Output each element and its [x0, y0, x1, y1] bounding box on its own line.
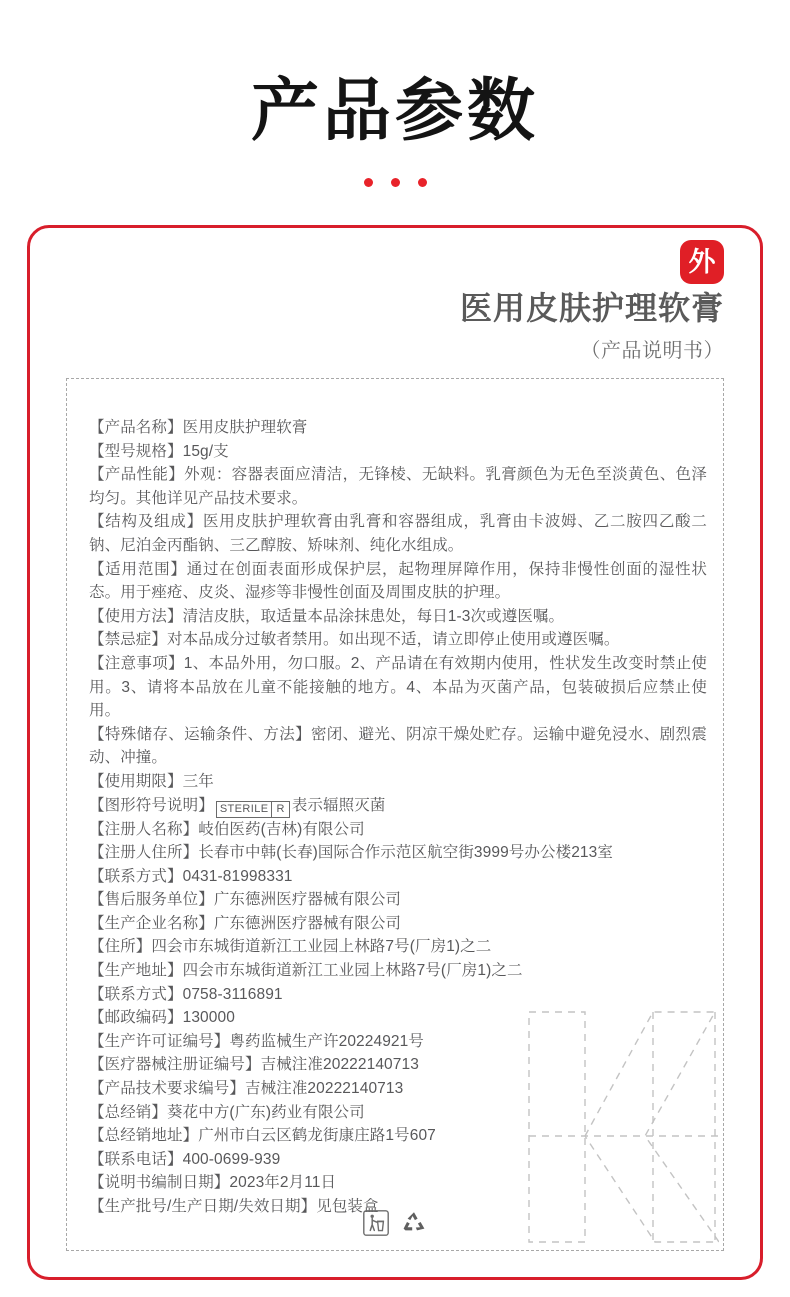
spec-row	[89, 959, 707, 983]
specification-panel	[66, 378, 724, 1251]
card-header	[30, 228, 760, 376]
spec-value: 见包装盒	[316, 1198, 379, 1215]
spec-value: 吉械注准20222140713	[260, 1056, 419, 1074]
spec-row	[89, 1124, 707, 1148]
spec-row	[89, 1171, 707, 1195]
spec-row	[89, 1030, 707, 1054]
recycle-icon	[401, 1210, 427, 1236]
spec-row	[89, 770, 707, 794]
spec-label: 【产品名称】	[89, 419, 183, 436]
spec-label: 【生产批号/生产日期/失效日期】	[89, 1198, 317, 1215]
spec-label: 【总经销】	[89, 1103, 168, 1121]
spec-label: 【产品性能】	[89, 466, 185, 484]
spec-label: 【产品技术要求编号】	[89, 1080, 246, 1098]
spec-row	[89, 628, 707, 652]
spec-label: 【生产许可证编号】	[89, 1032, 230, 1050]
spec-row	[89, 723, 707, 770]
spec-row	[89, 865, 707, 889]
spec-row	[89, 1148, 707, 1172]
footer-icons	[67, 1210, 723, 1236]
spec-value: 吉械注准20222140713	[245, 1080, 404, 1098]
spec-value: 医用皮肤护理软膏	[182, 419, 308, 436]
spec-value: 密闭、避光、阴凉干燥处贮存。运输中避免浸水、剧烈震动、冲撞。	[89, 725, 707, 767]
spec-row	[89, 463, 707, 510]
decorative-dots	[0, 178, 790, 187]
sterile-symbol-method: R	[272, 801, 289, 818]
spec-label: 【使用期限】	[89, 772, 183, 790]
spec-label: 【注意事项】	[89, 654, 184, 672]
spec-label: 【禁忌症】	[89, 631, 168, 649]
spec-label: 【售后服务单位】	[89, 891, 214, 909]
spec-value: 广东德洲医疗器械有限公司	[213, 914, 402, 932]
spec-value: 通过在创面表面形成保护层，起物理屏障作用，保持非慢性创面的湿性状态。用于痤疮、皮炎、湿疹等非慢性创面及周围皮肤的护理。	[89, 560, 707, 602]
spec-value: 15g/支	[182, 442, 229, 460]
spec-value: 四会市东城街道新江工业园上林路7号(厂房1)之二	[151, 938, 492, 956]
page-title: 产品参数	[250, 72, 539, 151]
spec-value: 长春市中韩(长春)国际合作示范区航空街3999号办公楼213室	[198, 844, 613, 862]
spec-row	[89, 818, 707, 842]
document-type-label: （产品说明书）	[580, 340, 724, 362]
product-name-title: 医用皮肤护理软膏	[459, 290, 724, 326]
spec-value: 岐伯医药(吉林)有限公司	[198, 820, 365, 838]
spec-value: 0758-3116891	[182, 985, 283, 1003]
spec-value: 三年	[182, 772, 214, 790]
spec-value: 对本品成分过敏者禁用。如出现不适，请立即停止使用或遵医嘱。	[167, 631, 620, 649]
spec-label: 【联系方式】	[89, 985, 183, 1003]
spec-label: 【住所】	[89, 938, 152, 956]
spec-label: 【联系电话】	[89, 1150, 183, 1168]
spec-row	[89, 1053, 707, 1077]
spec-value: 医用皮肤护理软膏由乳膏和容器组成，乳膏由卡波姆、乙二胺四乙酸二钠、尼泊金丙酯钠、三乙醇胺、矫味剂、纯化水组成。	[89, 513, 707, 554]
spec-label: 【适用范围】	[89, 560, 187, 578]
dot-icon	[364, 178, 373, 187]
page-heading	[0, 0, 790, 187]
spec-label: 【生产企业名称】	[89, 914, 214, 932]
spec-row	[89, 983, 707, 1007]
spec-value: 0431-81998331	[182, 867, 293, 885]
spec-label: 【医疗器械注册证编号】	[89, 1056, 261, 1074]
spec-row	[89, 912, 707, 936]
spec-value: 广州市白云区鹤龙街康庄路1号607	[198, 1127, 436, 1145]
spec-label: 【注册人住所】	[89, 844, 199, 862]
spec-row	[89, 652, 707, 723]
spec-row	[89, 416, 707, 440]
dot-icon	[391, 178, 400, 187]
spec-row	[89, 605, 707, 629]
spec-row	[89, 1077, 707, 1101]
leaflet-card	[27, 225, 763, 1280]
spec-value: 表示辐照灭菌	[291, 796, 386, 814]
spec-label: 【图形符号说明】	[89, 796, 214, 814]
spec-value: 粤药监械生产许20224921号	[229, 1032, 424, 1050]
spec-label: 【生产地址】	[89, 962, 183, 980]
spec-label: 【注册人名称】	[89, 820, 199, 838]
sterile-symbol-icon	[216, 801, 290, 818]
spec-label: 【使用方法】	[89, 607, 183, 625]
spec-label: 【邮政编码】	[89, 1009, 183, 1027]
spec-value: 2023年2月11日	[229, 1174, 337, 1192]
specification-list	[67, 379, 723, 1219]
spec-row	[89, 440, 707, 464]
spec-value: 清洁皮肤，取适量本品涂抹患处，每日1-3次或遵医嘱。	[182, 607, 565, 625]
spec-value: 130000	[182, 1009, 235, 1027]
spec-value: 外观：容器表面应清洁，无锋棱、无缺料。乳膏颜色为无色至淡黄色、色泽均匀。其他详见产品技术要求。	[89, 466, 707, 507]
spec-label: 【联系方式】	[89, 867, 183, 885]
spec-row-sterile	[89, 794, 707, 818]
spec-value: 四会市东城街道新江工业园上林路7号(厂房1)之二	[182, 962, 523, 980]
spec-row	[89, 1006, 707, 1030]
spec-label: 【总经销地址】	[89, 1127, 199, 1145]
dot-icon	[418, 178, 427, 187]
spec-label: 【型号规格】	[89, 442, 183, 460]
spec-row	[89, 510, 707, 557]
external-use-badge: 外	[680, 240, 724, 284]
spec-value: 1、本品外用，勿口服。2、产品请在有效期内使用，性状发生改变时禁止使用。3、请将本品放在儿童不能接触的地方。4、本品为灭菌产品，包装破损后应禁止使用。	[89, 654, 707, 720]
spec-value: 葵花中方(广东)药业有限公司	[167, 1103, 365, 1121]
spec-row	[89, 935, 707, 959]
spec-label: 【说明书编制日期】	[89, 1174, 230, 1192]
spec-row	[89, 1101, 707, 1125]
spec-row	[89, 888, 707, 912]
spec-row	[89, 841, 707, 865]
spec-label: 【结构及组成】	[89, 513, 203, 531]
spec-row	[89, 558, 707, 605]
spec-label: 【特殊储存、运输条件、方法】	[89, 725, 311, 743]
sterile-symbol-text: STERILE	[216, 801, 273, 818]
spec-value: 400-0699-939	[182, 1150, 281, 1168]
dispose-in-bin-icon	[363, 1210, 389, 1236]
spec-value: 广东德洲医疗器械有限公司	[213, 891, 402, 909]
